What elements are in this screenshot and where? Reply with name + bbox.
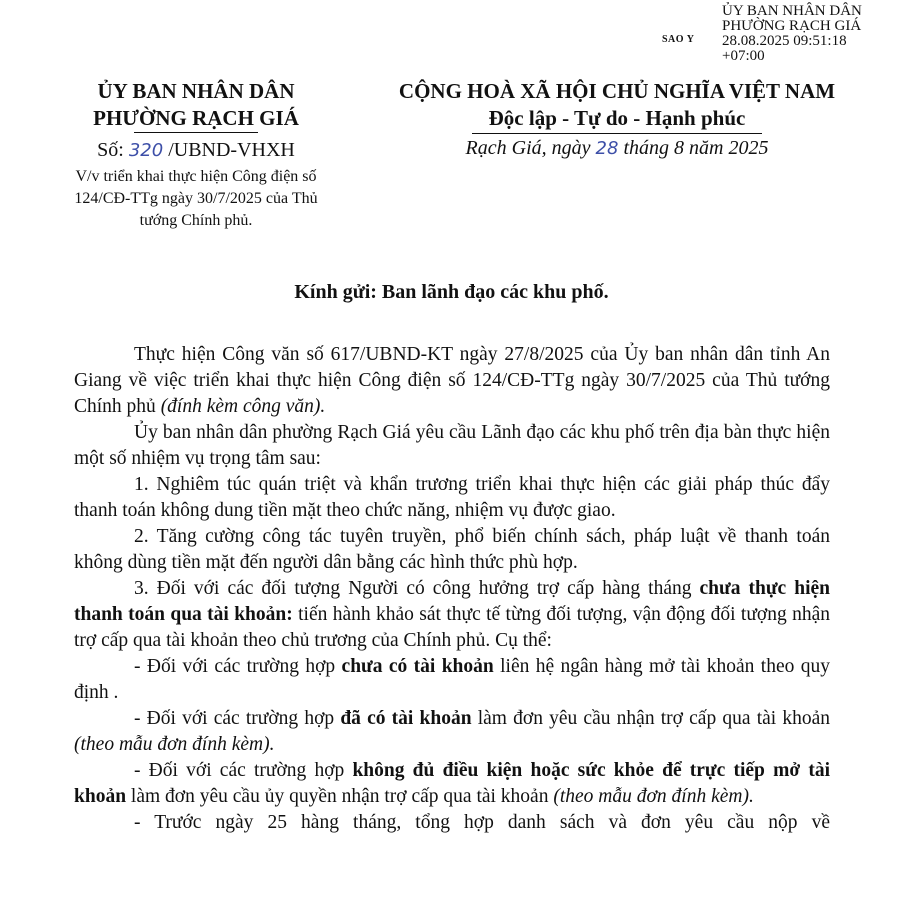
p8-bold: không đủ điều kiện hoặc sức khỏe để trực tiếp mở tài khoản	[74, 760, 830, 807]
doc-number-suffix: /UBND-VHXH	[163, 139, 295, 161]
paragraph-7	[74, 706, 830, 758]
national-motto: Độc lập - Tự do - Hạnh phúc	[488, 106, 746, 130]
digital-signature-stamp	[722, 4, 903, 64]
doc-number-handwritten: 320	[128, 140, 164, 161]
subject-line-3: tướng Chính phủ.	[139, 212, 253, 229]
p6-bold: chưa có tài khoản	[341, 656, 494, 677]
issuer-line-2: PHƯỜNG RẠCH GIÁ	[93, 106, 299, 130]
p7-a: - Đối với các trường hợp	[134, 708, 341, 729]
p1-italic: (đính kèm công văn).	[160, 396, 326, 417]
subject-line-1: V/v triển khai thực hiện Công điện số	[75, 168, 317, 185]
national-title: CỘNG HOÀ XÃ HỘI CHỦ NGHĨA VIỆT NAM	[398, 79, 836, 103]
paragraph-2: Ủy ban nhân dân phường Rạch Giá yêu cầu Lãnh đạo các khu phố trên địa bàn thực hiện một số nhiệm vụ trọng tâm sau:	[74, 422, 830, 469]
paragraph-3: 1. Nghiêm túc quán triệt và khẩn trương triển khai thực hiện các giải pháp thúc đẩy thanh toán không dung tiền mặt theo chức năng, nhiệm vụ được giao.	[74, 474, 830, 521]
p5-b: tiến hành khảo sát thực tế từng đối tượng, vận động đối tượng nhận trợ cấp qua tài khoản theo chủ trương của Chính phủ. Cụ thể:	[74, 604, 831, 651]
paragraph-4: 2. Tăng cường công tác tuyên truyền, phổ biến chính sách, pháp luật về thanh toán không dùng tiền mặt đến người dân bằng các hình thức phù hợp.	[74, 526, 830, 573]
p5-bold: chưa thực hiện thanh toán qua tài khoản:	[74, 578, 830, 625]
issuer-underline	[134, 132, 258, 133]
p8-a: - Đối với các trường hợp	[134, 760, 353, 781]
stamp-timezone: +07:00	[722, 48, 765, 64]
stamp-timestamp: 28.08.2025 09:51:18	[722, 33, 847, 49]
paragraph-8	[74, 758, 830, 810]
place-date-suffix: tháng 8 năm 2025	[618, 137, 769, 159]
paragraph-9: - Trước ngày 25 hàng tháng, tổng hợp danh sách và đơn yêu cầu nộp về	[134, 812, 830, 833]
p7-bold: đã có tài khoản	[340, 708, 472, 729]
motto-underline	[472, 133, 762, 134]
place-date-prefix: Rạch Giá, ngày	[465, 137, 596, 159]
p1-text: Thực hiện Công văn số 617/UBND-KT ngày 27/8/2025 của Ủy ban nhân dân tỉnh An Giang về việc triển khai thực hiện Công điện số 124/CĐ-TTg ngày 30/7/2025 của Thủ tướng Chính phủ	[74, 344, 830, 417]
paragraph-5	[74, 576, 830, 654]
greeting: Kính gửi: Ban lãnh đạo các khu phố.	[294, 281, 609, 303]
national-header	[372, 78, 862, 134]
stamp-line-2: PHƯỜNG RẠCH GIÁ	[722, 18, 862, 34]
paragraph-6	[74, 654, 830, 706]
doc-number-prefix: Số:	[97, 139, 129, 161]
copy-mark: SAO Y	[662, 34, 695, 45]
p7-b: làm đơn yêu cầu nhận trợ cấp qua tài khoản	[471, 708, 831, 729]
p6-b: liên hệ ngân hàng mở tài khoản theo quy định .	[74, 656, 831, 703]
issuer-name	[40, 78, 352, 133]
issuer-line-1: ỦY BAN NHÂN DÂN	[97, 79, 295, 103]
p8-italic: (theo mẫu đơn đính kèm).	[553, 786, 754, 807]
p5-a: 3. Đối với các đối tượng Người có công hưởng trợ cấp hàng tháng	[134, 578, 700, 599]
p8-b: làm đơn yêu cầu ủy quyền nhận trợ cấp qua tài khoản	[126, 786, 554, 807]
paragraph-1	[74, 342, 830, 420]
day-handwritten: 28	[595, 138, 619, 159]
place-date	[372, 137, 862, 160]
document-body	[74, 342, 830, 836]
p7-italic: (theo mẫu đơn đính kèm).	[74, 734, 275, 755]
document-number	[40, 139, 352, 162]
stamp-line-1: ỦY BAN NHÂN DÂN	[722, 3, 862, 19]
p6-a: - Đối với các trường hợp	[134, 656, 342, 677]
subject-line-2: 124/CĐ-TTg ngày 30/7/2025 của Thủ	[74, 190, 318, 207]
document-subject	[40, 166, 352, 232]
